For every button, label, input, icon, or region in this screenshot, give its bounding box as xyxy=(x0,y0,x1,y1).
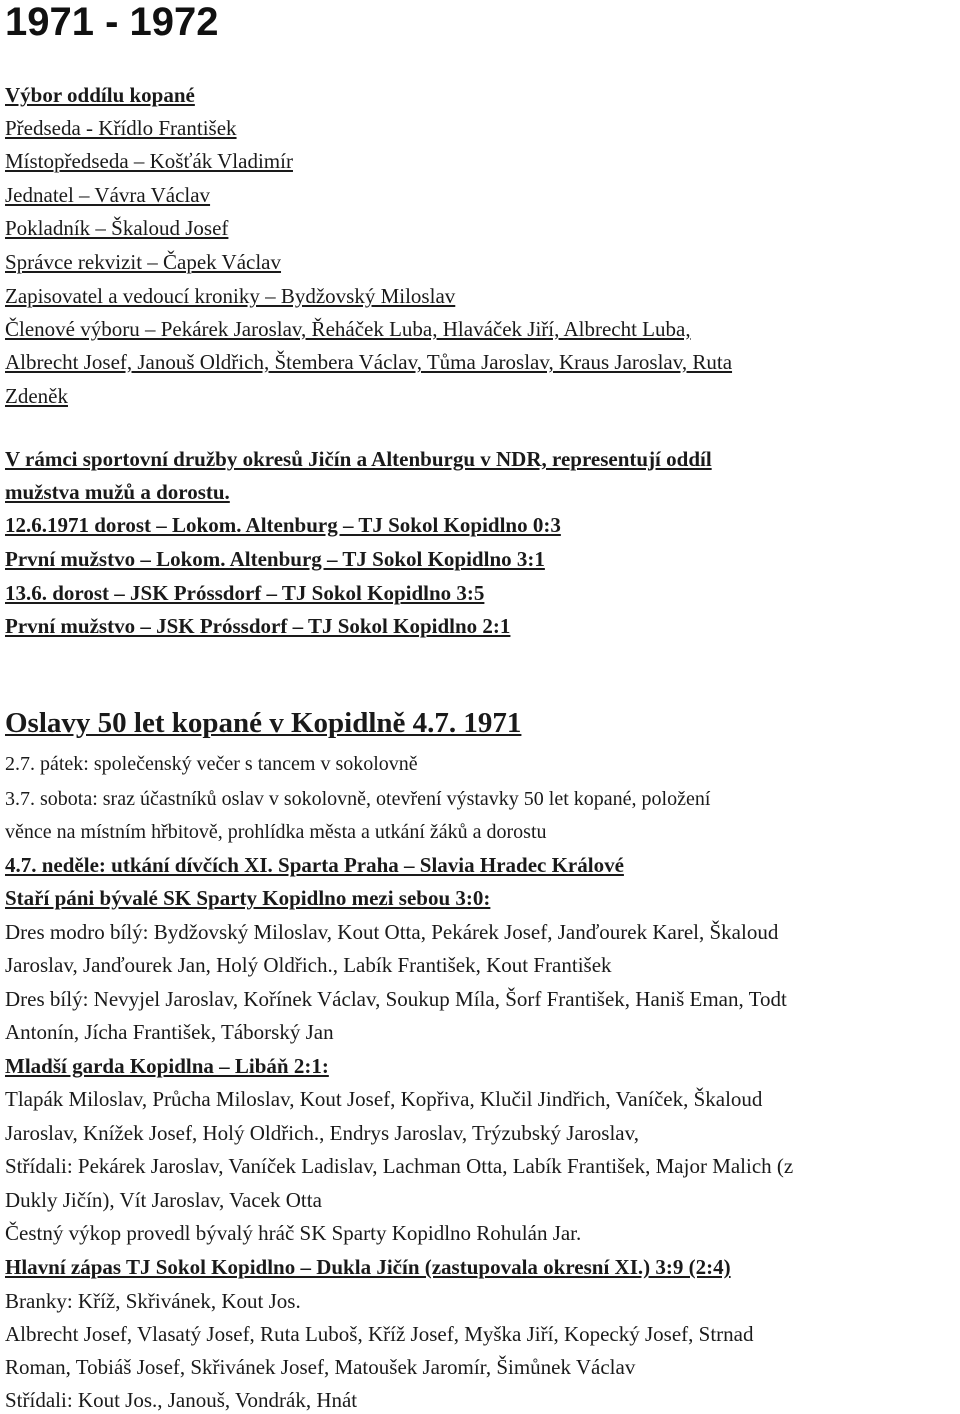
main-match-lineup-2: Roman, Tobiáš Josef, Skřivánek Josef, Matoušek Jaromír, Šimůnek Václav xyxy=(5,1355,636,1379)
committee-chair: Předseda - Křídlo František xyxy=(5,116,237,140)
committee-vice-chair: Místopředseda – Košťák Vladimír xyxy=(5,149,293,173)
page-title: 1971 - 1972 xyxy=(5,0,219,44)
young-guard-line-2: Jaroslav, Knížek Josef, Holý Oldřich., Endrys Jaroslav, Trýzubský Jaroslav, xyxy=(5,1121,639,1145)
old-boys-line-3: Dres bílý: Nevyjel Jaroslav, Kořínek Václav, Soukup Míla, Šorf František, Haniš Eman, Todt xyxy=(5,987,787,1011)
main-match-subs: Střídali: Kout Jos., Janouš, Vondrák, Hnát xyxy=(5,1388,358,1412)
celebration-day-1: 2.7. pátek: společenský večer s tancem v sokolovně xyxy=(5,753,418,775)
committee-chronicle: Zapisovatel a vedoucí kroniky – Bydžovský Miloslav xyxy=(5,284,456,308)
committee-equipment: Správce rekvizit – Čapek Václav xyxy=(5,250,282,274)
friendship-match-2: První mužstvo – Lokom. Altenburg – TJ Sokol Kopidlno 3:1 xyxy=(5,547,545,571)
celebration-day-2a: 3.7. sobota: sraz účastníků oslav v sokolovně, otevření výstavky 50 let kopané, položení xyxy=(5,788,711,810)
main-match-lineup-1: Albrecht Josef, Vlasatý Josef, Ruta Luboš, Kříž Josef, Myška Jiří, Kopecký Josef, Strnad xyxy=(5,1322,754,1346)
friendship-intro-2: mužstva mužů a dorostu. xyxy=(5,480,230,504)
committee-members-line-1: Členové výboru – Pekárek Jaroslav, Řeháček Luba, Hlaváček Jiří, Albrecht Luba, xyxy=(5,317,691,341)
old-boys-line-2: Jaroslav, Janďourek Jan, Holý Oldřich., Labík František, Kout František xyxy=(5,953,612,977)
old-boys-line-1: Dres modro bílý: Bydžovský Miloslav, Kout Otta, Pekárek Josef, Janďourek Karel, Škaloud xyxy=(5,920,779,944)
young-guard-heading: Mladší garda Kopidlna – Libáň 2:1: xyxy=(5,1054,329,1078)
celebration-day-3: 4.7. neděle: utkání dívčích XI. Sparta Praha – Slavia Hradec Králové xyxy=(5,853,624,877)
committee-members-line-3: Zdeněk xyxy=(5,384,68,408)
friendship-match-1: 12.6.1971 dorost – Lokom. Altenburg – TJ Sokol Kopidlno 0:3 xyxy=(5,513,561,537)
celebration-heading: Oslavy 50 let kopané v Kopidlně 4.7. 1971 xyxy=(5,707,522,739)
friendship-match-3: 13.6. dorost – JSK Próssdorf – TJ Sokol Kopidlno 3:5 xyxy=(5,581,485,605)
honorary-kickoff: Čestný výkop provedl bývalý hráč SK Sparty Kopidlno Rohulán Jar. xyxy=(5,1221,582,1245)
committee-members-line-2: Albrecht Josef, Janouš Oldřich, Štembera Václav, Tůma Jaroslav, Kraus Jaroslav, Ruta xyxy=(5,350,733,374)
young-guard-line-4: Dukly Jičín), Vít Jaroslav, Vacek Otta xyxy=(5,1188,322,1212)
friendship-match-4: První mužstvo – JSK Próssdorf – TJ Sokol Kopidlno 2:1 xyxy=(5,614,511,638)
young-guard-line-3: Střídali: Pekárek Jaroslav, Vaníček Ladislav, Lachman Otta, Labík František, Major Malich (z xyxy=(5,1154,794,1178)
committee-heading: Výbor oddílu kopané xyxy=(5,83,195,107)
celebration-day-2b: věnce na místním hřbitově, prohlídka města a utkání žáků a dorostu xyxy=(5,821,547,843)
old-boys-line-4: Antonín, Jícha František, Táborský Jan xyxy=(5,1020,334,1044)
main-match-goals: Branky: Kříž, Skřivánek, Kout Jos. xyxy=(5,1289,301,1313)
committee-secretary: Jednatel – Vávra Václav xyxy=(5,183,211,207)
main-match-heading: Hlavní zápas TJ Sokol Kopidlno – Dukla Jičín (zastupovala okresní XI.) 3:9 (2:4) xyxy=(5,1255,731,1279)
committee-treasurer: Pokladník – Škaloud Josef xyxy=(5,216,229,240)
young-guard-line-1: Tlapák Miloslav, Průcha Miloslav, Kout Josef, Kopřiva, Klučil Jindřich, Vaníček, Škaloud xyxy=(5,1087,763,1111)
old-boys-heading: Staří páni bývalé SK Sparty Kopidlno mezi sebou 3:0: xyxy=(5,886,491,910)
friendship-intro-1: V rámci sportovní družby okresů Jičín a Altenburgu v NDR, representují oddíl xyxy=(5,447,712,471)
